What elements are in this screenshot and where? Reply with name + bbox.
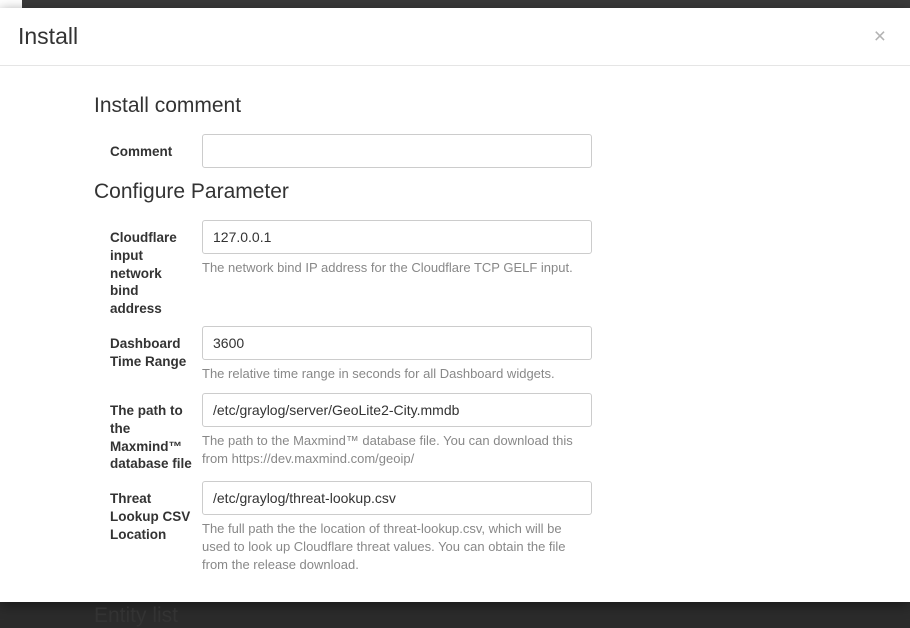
maxmind-database-path-input[interactable] [202,393,592,427]
parameter-help-text: The full path the the location of threat-lookup.csv, which will be used to look up Cloudflare threat values. You can obtain the file from the release download. [202,521,566,573]
install-comment-heading: Install comment [94,94,242,117]
parameter-row-threat-lookup-csv [22,481,888,576]
modal-header [0,8,910,66]
parameter-control [202,326,592,385]
threat-lookup-csv-input[interactable] [202,481,592,515]
parameter-label: Cloudflare input network bind address [110,230,177,317]
parameter-label: The path to the Maxmind™ database file [110,403,192,472]
comment-input[interactable] [202,134,592,168]
parameter-row-maxmind-database-path [22,393,888,473]
modal-title: Install [18,23,79,49]
parameter-help-text: The network bind IP address for the Cloudflare TCP GELF input. [202,260,573,275]
modal-body [0,66,910,628]
parameter-label: Threat Lookup CSV Location [110,491,191,542]
comment-control [202,134,592,168]
comment-row [22,134,888,168]
cloudflare-bind-address-input[interactable] [202,220,592,254]
close-icon[interactable]: × [868,24,892,49]
parameter-help-text: The path to the Maxmind™ database file. You can download this from https://dev.maxmind.com/geoip/ [202,433,573,466]
parameter-row-dashboard-time-range [22,326,888,385]
install-modal [0,8,910,628]
parameter-control [202,393,592,470]
parameter-label: Dashboard Time Range [110,336,187,369]
comment-label: Comment [110,144,173,159]
entity-list-heading: Entity list [94,604,179,628]
parameter-row-cloudflare-bind-address [22,220,888,318]
parameter-control [202,481,592,576]
parameter-help-text: The relative time range in seconds for all Dashboard widgets. [202,366,555,382]
dashboard-time-range-input[interactable] [202,326,592,360]
parameter-control [202,220,592,279]
configure-parameter-heading: Configure Parameter [94,180,289,203]
